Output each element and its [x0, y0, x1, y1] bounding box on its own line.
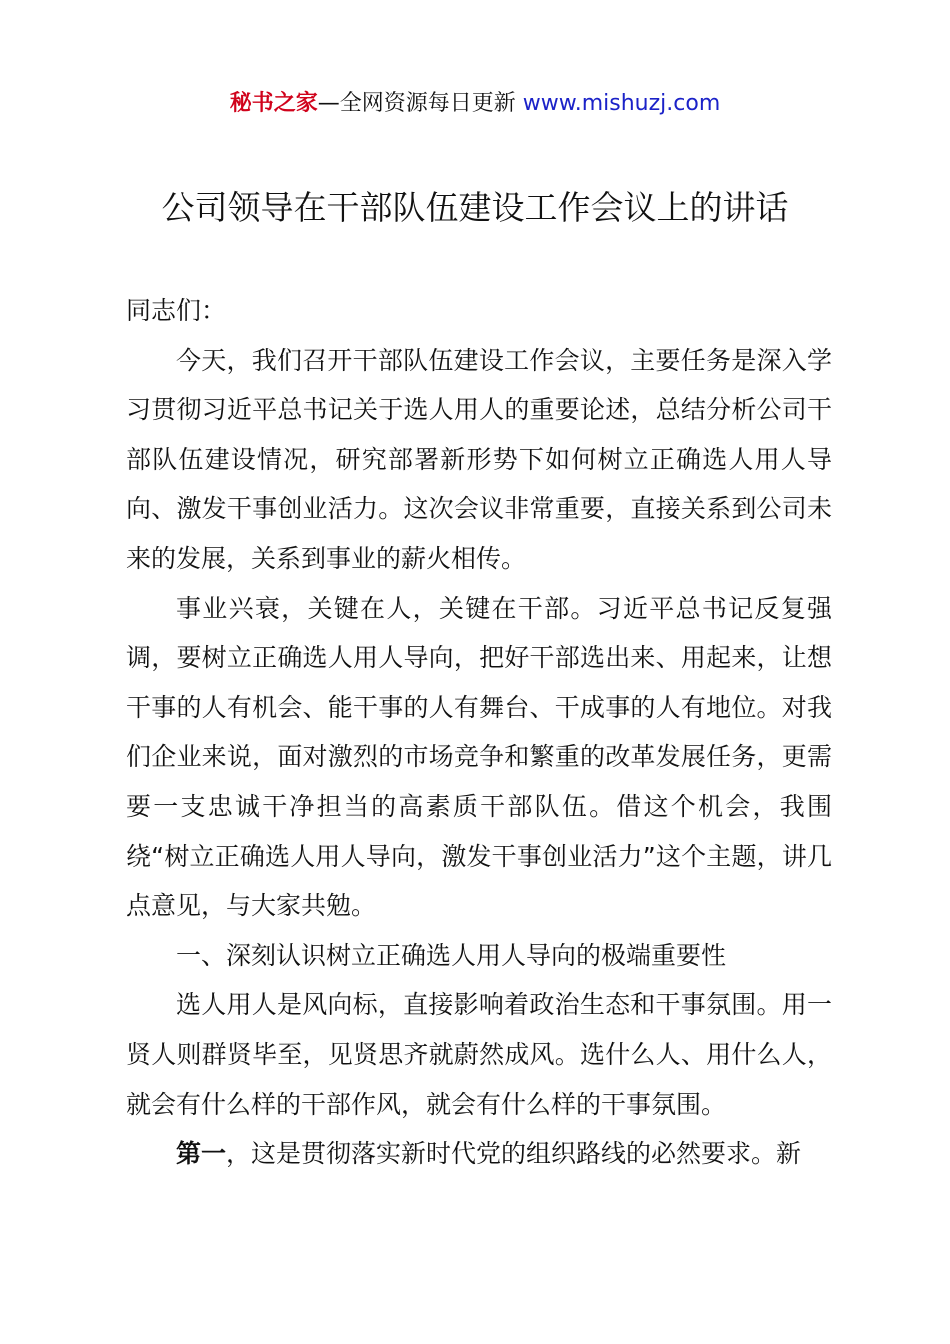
- site-tagline: —全网资源每日更新: [317, 91, 523, 116]
- point-one-text: ，这是贯彻落实新时代党的组织路线的必然要求。新: [226, 1139, 802, 1169]
- greeting: 同志们：: [126, 296, 227, 325]
- site-url-link[interactable]: www.mishuzj.com: [522, 91, 721, 116]
- point-one-lead: 第一: [176, 1139, 227, 1169]
- section-heading-one: 一、深刻认识树立正确选人用人导向的极端重要性: [176, 940, 727, 970]
- site-header: [0, 88, 950, 120]
- document-body: [126, 286, 832, 1179]
- paragraph-section-one: 选人用人是风向标，直接影响着政治生态和干事氛围。用一贤人则群贤毕至，见贤思齐就蔚然成风。选什么人、用什么人，就会有什么样的干部作风，就会有什么样的干事氛围。: [126, 990, 832, 1119]
- document-title: 公司领导在干部队伍建设工作会议上的讲话: [161, 188, 789, 227]
- paragraph-context: 事业兴衰，关键在人，关键在干部。习近平总书记反复强调，要树立正确选人用人导向，把好干部选出来、用起来，让想干事的人有机会、能干事的人有舞台、干成事的人有地位。对我们企业来说，面对激烈的市场竞争和繁重的改革发展任务，更需要一支忠诚干净担当的高素质干部队伍。借这个机会，我围绕“树立正确选人用人导向，激发干事创业活力”这个主题，讲几点意见，与大家共勉。: [126, 593, 832, 921]
- site-brand: 秘书之家: [229, 91, 318, 116]
- paragraph-intro: 今天，我们召开干部队伍建设工作会议，主要任务是深入学习贯彻习近平总书记关于选人用人的重要论述，总结分析公司干部队伍建设情况，研究部署新形势下如何树立正确选人用人导向、激发干事创业活力。这次会议非常重要，直接关系到公司未来的发展，关系到事业的薪火相传。: [126, 345, 832, 573]
- paragraph-point-one: [126, 1129, 832, 1179]
